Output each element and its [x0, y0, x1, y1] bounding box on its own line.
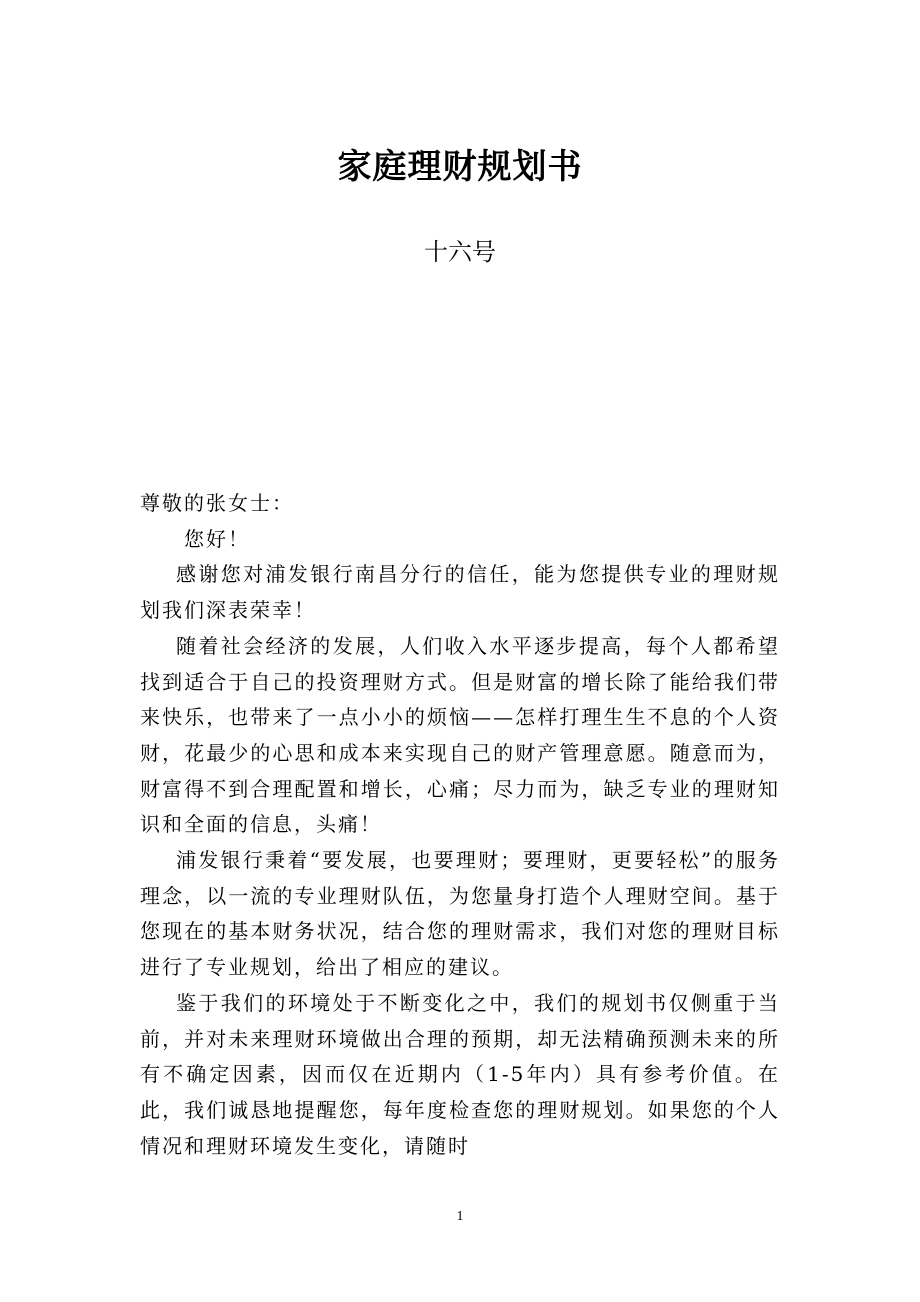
letter-salutation: 尊敬的张女士： — [140, 491, 294, 515]
letter-paragraph-thanks: 感谢您对浦发银行南昌分行的信任，能为您提供专业的理财规划我们深表荣幸！ — [140, 562, 780, 623]
letter-paragraph-disclaimer: 鉴于我们的环境处于不断变化之中，我们的规划书仅侧重于当前，并对未来理财环境做出合理的预期，却无法精确预测未来的所有不确定因素，因而仅在近期内（1-5年内）具有参考价值。在此，我们诚恳地提醒您，每年度检查您的理财规划。如果您的个人情况和理财环境发生变化，请随时 — [140, 990, 780, 1158]
letter-paragraph-service: 浦发银行秉着“要发展，也要理财；要理财，更要轻松”的服务理念，以一流的专业理财队伍，为您量身打造个人理财空间。基于您现在的基本财务状况，结合您的理财需求，我们对您的理财目标进行了专业规划，给出了相应的建议。 — [140, 848, 780, 980]
letter-greeting: 您好！ — [184, 526, 250, 551]
letter-body — [140, 486, 780, 1164]
letter-paragraph-background: 随着社会经济的发展，人们收入水平逐步提高，每个人都希望找到适合于自己的投资理财方式。但是财富的增长除了能给我们带来快乐，也带来了一点小小的烦恼——怎样打理生生不息的个人资财，花最少的心思和成本来实现自己的财产管理意愿。随意而为，财富得不到合理配置和增长，心痛；尽力而为，缺乏专业的理财知识和全面的信息，头痛！ — [140, 633, 780, 837]
document-subtitle: 十六号 — [424, 238, 496, 266]
page-number: 1 — [456, 1209, 464, 1224]
document-title: 家庭理财规划书 — [337, 147, 583, 187]
